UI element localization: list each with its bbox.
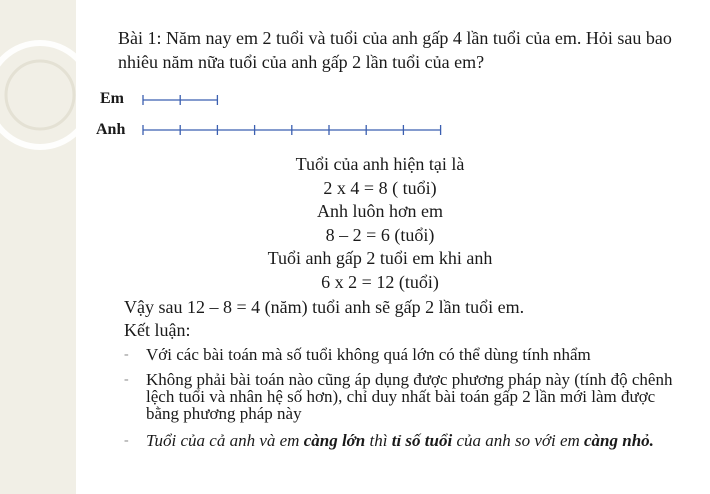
solution-line: 8 – 2 = 6 (tuổi): [325, 224, 435, 245]
bullet-text: Tuổi của cả anh và em càng lớn thì tỉ số tuổi của anh so với em càng nhỏ.: [146, 431, 654, 450]
conclusion-heading: Kết luận:: [124, 320, 191, 340]
anh-label: Anh: [96, 121, 126, 138]
bullet-item: [118, 371, 688, 422]
bullet-dash: -: [124, 347, 129, 362]
conclusion-bullets: [118, 346, 688, 455]
bullet-item: [118, 432, 688, 449]
emphasis: tỉ số tuổi: [391, 431, 453, 450]
emphasis: càng lớn: [303, 431, 366, 450]
bullet-dash: -: [124, 433, 129, 448]
solution-line: Tuổi anh gấp 2 tuổi em khi anh: [267, 248, 493, 268]
answer-line: Vậy sau 12 – 8 = 4 (năm) tuổi anh sẽ gấp 2 lần tuổi em.: [124, 297, 525, 317]
em-label: Em: [100, 90, 124, 107]
emphasis: càng nhỏ.: [584, 431, 654, 450]
solution-line: Anh luôn hơn em: [316, 201, 443, 221]
bullet-text: Không phải bài toán nào cũng áp dụng được phương pháp này (tính độ chênh lệch tuổi và nhân hệ số hơn), chỉ duy nhất bài toán gấp 2 lần mới làm được bằng phương pháp này: [146, 370, 673, 423]
segment-lines: [96, 90, 496, 150]
solution-block: [230, 153, 530, 294]
bullet-text: Với các bài toán mà số tuổi không quá lớn có thể dùng tính nhẩm: [146, 345, 591, 364]
bullet-dash: -: [124, 372, 129, 387]
problem-title: Bài 1: Năm nay em 2 tuổi và tuổi của anh gấp 4 lần tuổi của em. Hỏi sau bao nhiêu năm nữa tuổi của anh gấp 2 lần tuổi của em?: [118, 28, 672, 72]
solution-line: Tuổi của anh hiện tại là: [295, 154, 465, 174]
conclusion-block: [124, 296, 524, 342]
solution-line: 2 x 4 = 8 ( tuổi): [323, 177, 437, 198]
em-segment-line: [143, 95, 217, 105]
solution-line: 6 x 2 = 12 (tuổi): [321, 271, 439, 292]
bullet-item: [118, 346, 688, 363]
anh-segment-line: [143, 125, 441, 135]
